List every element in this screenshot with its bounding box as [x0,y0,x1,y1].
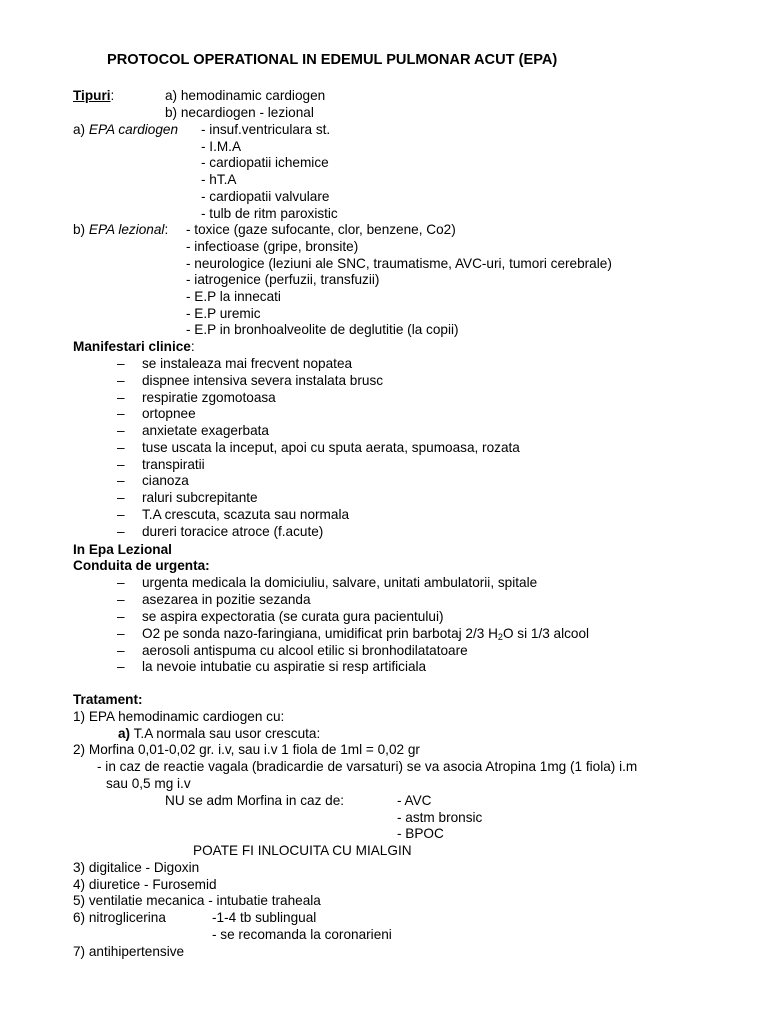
lezional-item: - iatrogenice (perfuzii, transfuzii) [186,272,380,287]
conduita-item: urgenta medicala la domiciuliu, salvare, unitati ambulatorii, spitale [142,575,538,590]
manifestari-item: T.A crescuta, scazuta sau normala [142,507,350,522]
list-dash: – [117,609,125,624]
tipuri-b: b) necardiogen - lezional [165,105,314,120]
list-dash: – [117,524,125,539]
lezional-prefix: b) [73,222,89,237]
lezional-item: - toxice (gaze sufocante, clor, benzene, Co2) [186,222,456,237]
manifestari-item: transpiratii [142,457,205,472]
o2-post: O si 1/3 alcool [502,626,590,641]
list-dash: – [117,575,125,590]
conduita-item: se aspira expectoratia (se curata gura pacientului) [142,609,444,624]
document-title: PROTOCOL OPERATIONAL IN EDEMUL PULMONAR ACUT (EPA) [107,52,558,68]
tratament-5: 5) ventilatie mecanica - intubatie traheala [73,893,321,908]
manifestari-item: ortopnee [142,406,196,421]
list-dash: – [117,473,125,488]
tratament-2b: - in caz de reactie vagala (bradicardie de varsaturi) se va asocia Atropina 1mg (1 fiola) i.m [97,759,638,774]
cardiogen-item: - tulb de ritm paroxistic [201,206,338,221]
manifestari-item: tuse uscata la inceput, apoi cu sputa aerata, spumoasa, rozata [142,440,520,455]
nu-morfina: NU se adm Morfina in caz de: [165,793,345,808]
tratament-3: 3) digitalice - Digoxin [73,860,200,875]
nu-item: - astm bronsic [397,810,483,825]
tratament-6a: -1-4 tb sublingual [212,910,317,925]
cardiogen-item: - I.M.A [201,139,242,154]
tratament-6: 6) nitroglicerina [73,910,166,925]
manifestari-item: raluri subcrepitante [142,490,258,505]
lezional-colon: : [164,222,169,237]
poate-inlocuita: POATE FI INLOCUITA CU MIALGIN [193,843,412,858]
tratament-1a-text: T.A normala sau usor crescuta: [130,726,321,741]
tratament-1a [118,725,320,742]
manifestari-label: Manifestari clinice [73,339,191,354]
nu-item: - AVC [397,793,432,808]
list-dash: – [117,643,125,658]
tipuri-line [73,87,114,104]
manifestari-item: cianoza [142,473,189,488]
tratament-2c: sau 0,5 mg i.v [106,776,191,791]
lezional-item: - E.P uremic [186,306,261,321]
manifestari-heading [73,338,195,355]
o2-sub: 2 [497,632,503,642]
list-dash: – [117,592,125,607]
lezional-item: - E.P in bronhoalveolite de deglutitie (la copii) [186,322,459,337]
tratament-6b: - se recomanda la coronarieni [212,927,392,942]
tratament-heading: Tratament: [73,692,143,707]
lezional-item: - infectioase (gripe, bronsite) [186,239,359,254]
tratament-1: 1) EPA hemodinamic cardiogen cu: [73,709,285,724]
tipuri-a: a) hemodinamic cardiogen [165,88,326,103]
conduita-item: la nevoie intubatie cu aspiratie si resp artificiala [142,659,427,674]
manifestari-colon: : [190,339,195,354]
conduita-heading: Conduita de urgenta: [73,558,210,573]
lezional-label: EPA lezional [88,222,165,237]
tratament-7: 7) antihipertensive [73,944,185,959]
lezional-heading [73,221,168,238]
list-dash: – [117,390,125,405]
manifestari-item: respiratie zgomotoasa [142,390,276,405]
conduita-item: asezarea in pozitie sezanda [142,592,311,607]
list-dash: – [117,373,125,388]
lezional-item: - neurologice (leziuni ale SNC, traumatisme, AVC-uri, tumori cerebrale) [186,256,612,271]
list-dash: – [117,626,125,641]
list-dash: – [117,490,125,505]
cardiogen-item: - cardiopatii ichemice [201,155,329,170]
nu-item: - BPOC [397,826,444,841]
tipuri-colon: : [110,88,115,103]
conduita-item: aerosoli antispuma cu alcool etilic si bronhodilatatoare [142,643,468,658]
list-dash: – [117,457,125,472]
cardiogen-prefix: a) [73,122,89,137]
cardiogen-item: - cardiopatii valvulare [201,189,330,204]
lezional-item: - E.P la innecati [186,289,281,304]
manifestari-item: se instaleaza mai frecvent nopatea [142,356,353,371]
epa-lezional-heading: In Epa Lezional [73,542,172,557]
list-dash: – [117,423,125,438]
manifestari-item: dureri toracice atroce (f.acute) [142,524,324,539]
cardiogen-item: - hT.A [201,172,237,187]
cardiogen-heading [73,121,178,138]
cardiogen-label: EPA cardiogen [88,122,179,137]
list-dash: – [117,507,125,522]
cardiogen-item: - insuf.ventriculara st. [201,122,331,137]
conduita-item-o2 [142,625,589,642]
list-dash: – [117,406,125,421]
list-dash: – [117,659,125,674]
tratament-1a-marker: a) [118,726,131,741]
list-dash: – [117,440,125,455]
tratament-2: 2) Morfina 0,01-0,02 gr. i.v, sau i.v 1 fiola de 1ml = 0,02 gr [73,742,420,757]
tipuri-label: Tipuri [73,88,111,103]
tratament-4: 4) diuretice - Furosemid [73,877,217,892]
list-dash: – [117,356,125,371]
o2-pre: O2 pe sonda nazo-faringiana, umidificat prin barbotaj 2/3 H [142,626,498,641]
manifestari-item: anxietate exagerbata [142,423,269,438]
manifestari-item: dispnee intensiva severa instalata brusc [142,373,384,388]
